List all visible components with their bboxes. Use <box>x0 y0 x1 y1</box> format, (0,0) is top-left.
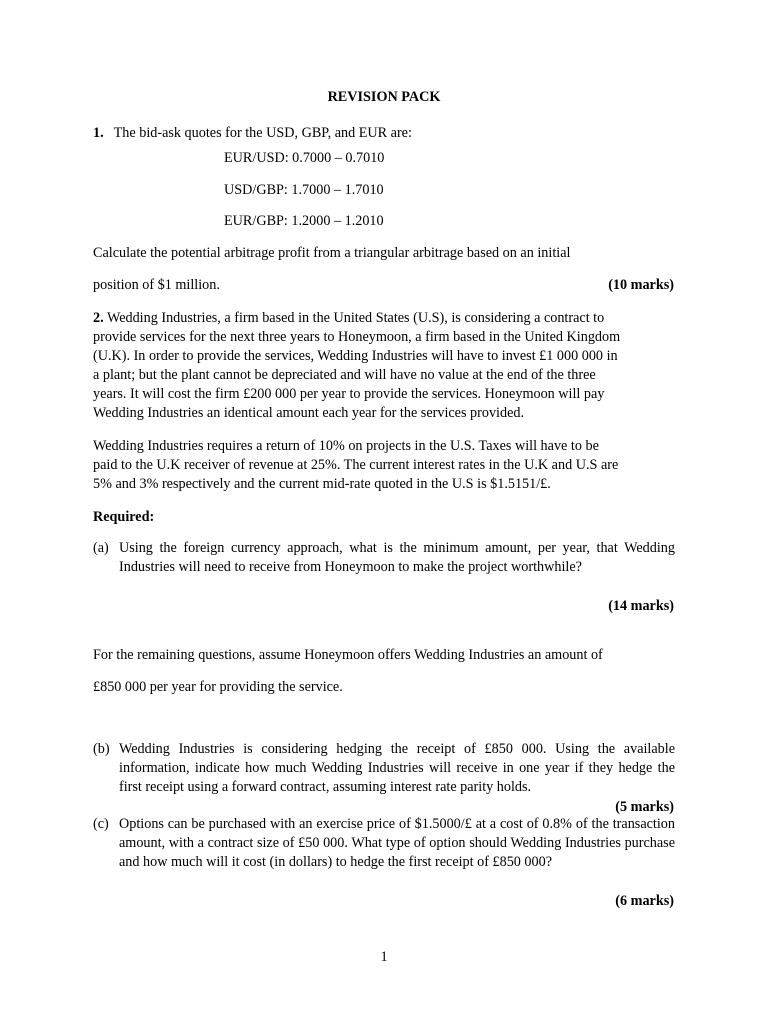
quote-usd-gbp: USD/GBP: 1.7000 – 1.7010 <box>224 182 384 198</box>
question-1-marks: (10 marks) <box>608 277 674 293</box>
para1-line: years. It will cost the firm £200 000 per year to provide the services. Honeymoon will pay <box>93 386 605 402</box>
question-1-intro <box>93 124 412 143</box>
part-b-label: (b) <box>93 741 110 757</box>
page-number: 1 <box>380 949 388 965</box>
question-2-paragraph-2 <box>93 437 675 494</box>
quote-eur-gbp: EUR/GBP: 1.2000 – 1.2010 <box>224 213 384 229</box>
question-1-intro-text: The bid-ask quotes for the USD, GBP, and EUR are: <box>113 125 412 141</box>
part-c-text: Options can be purchased with an exercise price of $1.5000/£ at a cost of 0.8% of the transaction amount, with a contract size of £50 000. What type of option should Wedding Industries purchase and how much will it cost (in dollars) to hedge the first receipt of £850 000? <box>119 816 675 870</box>
question-2-number: 2. <box>93 310 104 326</box>
part-b-marks: (5 marks) <box>615 799 674 815</box>
part-a-marks: (14 marks) <box>608 598 674 614</box>
para1-line: a plant; but the plant cannot be depreciated and will have no value at the end of the three <box>93 367 596 383</box>
question-1-calc-line-1: Calculate the potential arbitrage profit from a triangular arbitrage based on an initial <box>93 245 571 261</box>
page-title: REVISION PACK <box>327 89 441 105</box>
para1-line: Wedding Industries, a firm based in the United States (U.S), is considering a contract to <box>106 310 605 326</box>
question-1-number: 1. <box>93 125 104 141</box>
quote-eur-usd: EUR/USD: 0.7000 – 0.7010 <box>224 150 385 166</box>
part-c <box>93 815 675 872</box>
para2-line: Wedding Industries requires a return of 10% on projects in the U.S. Taxes will have to be <box>93 438 599 454</box>
para1-line: Wedding Industries an identical amount each year for the services provided. <box>93 405 525 421</box>
para1-line: (U.K). In order to provide the services, Wedding Industries will have to invest £1 000 000 in <box>93 348 618 364</box>
part-c-label: (c) <box>93 816 109 832</box>
part-b <box>93 740 675 797</box>
para2-line: paid to the U.K receiver of revenue at 25%. The current interest rates in the U.K and U.S are <box>93 457 619 473</box>
part-a-label: (a) <box>93 540 109 556</box>
part-a <box>93 539 675 577</box>
remaining-note-line-1: For the remaining questions, assume Honeymoon offers Wedding Industries an amount of <box>93 647 603 663</box>
para2-line: 5% and 3% respectively and the current mid-rate quoted in the U.S is $1.5151/£. <box>93 476 551 492</box>
question-2-paragraph-1 <box>93 309 675 423</box>
para1-line: provide services for the next three years to Honeymoon, a firm based in the United Kingdom <box>93 329 621 345</box>
required-heading: Required: <box>93 509 155 525</box>
remaining-note-line-2: £850 000 per year for providing the service. <box>93 679 343 695</box>
part-b-text: Wedding Industries is considering hedging the receipt of £850 000. Using the available information, indicate how much Wedding Industries will receive in one year if they hedge the first receipt using a forward contract, assuming interest rate parity holds. <box>119 741 675 795</box>
part-c-marks: (6 marks) <box>615 893 674 909</box>
part-a-text: Using the foreign currency approach, what is the minimum amount, per year, that Wedding Industries will need to receive from Honeymoon to make the project worthwhile? <box>119 540 675 575</box>
question-1-calc-line-2: position of $1 million. <box>93 277 220 293</box>
